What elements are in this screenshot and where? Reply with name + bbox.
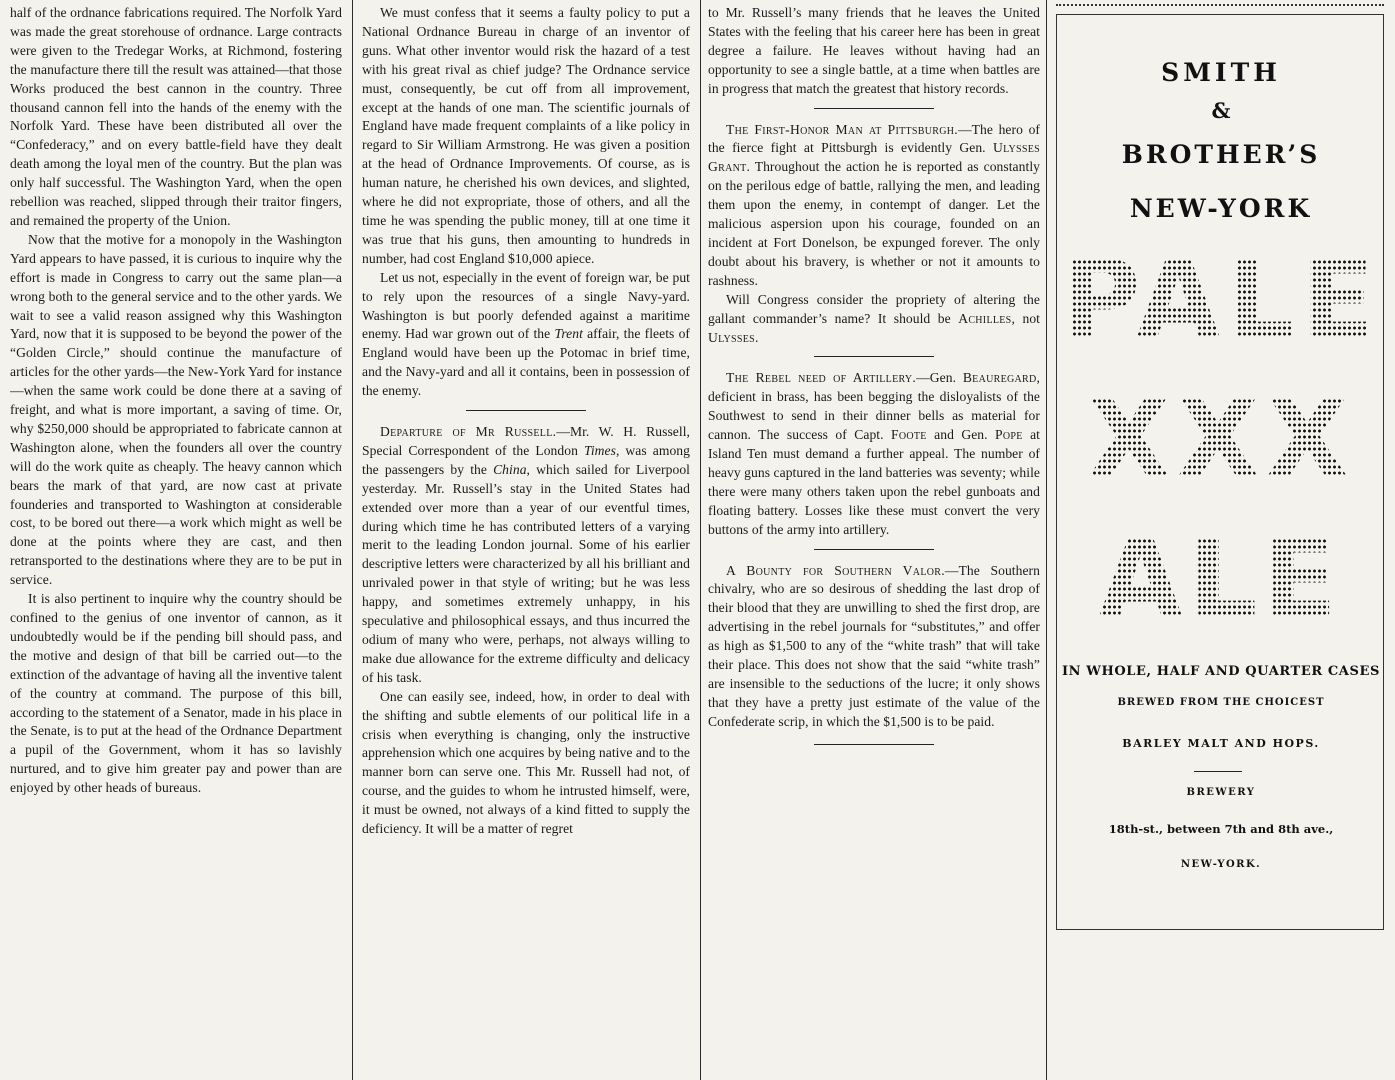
- ale-advertisement: [1052, 4, 1390, 929]
- article-paragraph: [708, 369, 1040, 539]
- ad-cases-line: IN WHOLE, HALF AND QUARTER CASES: [1062, 664, 1380, 679]
- text-run: . Throughout the action he is reported as constantly on the perilous edge of battle, rallying the men, and leading them upon the enemy, in contempt of danger. Let the malicious aspersion upon his courage, founded on an incident at Fort Donelson, be expunged forever. The only doubt about his bravery, is whether or not it amounts to rashness.: [708, 159, 1040, 288]
- text-run: Times: [583, 442, 616, 458]
- text-run: Beauregard: [962, 370, 1037, 386]
- article-paragraph: [708, 291, 1040, 348]
- article-heading: The First-Honor Man at Pittsburgh.: [726, 121, 958, 137]
- column-1: [10, 4, 342, 1078]
- section-separator: [466, 410, 586, 411]
- column-rule: [700, 0, 701, 1080]
- text-run: Let us not, especially in the event of foreign war, be put to rely upon the resources of a single Navy-yard. Washington is but poorly defended against a maritime enemy. Had war grown out of the: [362, 269, 690, 342]
- text-run: —The Southern chivalry, who are so desirous of shedding the last drop of their blood that they are unwilling to shed the first drop, are advertising in the rebel journals for “substitutes,” and offer as high as $1,500 to any of the “white trash” that will take their place. This does not show that the said “white trash” are insensible to the seductions of the lucre; it only shows that they have a pretty just estimate of the value of the Confederate scrip, in which the $1,500 is to be paid.: [708, 562, 1040, 729]
- text-run: affair, the fleets of England would have been up the Potomac in brief time, and the Navy-yard and all it contains, been in possession of the enemy.: [362, 326, 690, 399]
- section-separator: [814, 108, 934, 109]
- ad-divider: [1194, 771, 1242, 772]
- ad-pale-lettering: PALE: [1052, 247, 1390, 355]
- text-run: —The hero of the fierce fight at Pittsburgh is evidently Gen.: [708, 121, 1040, 156]
- text-run: , not: [1011, 310, 1040, 326]
- text-run: Ulysses Grant: [708, 140, 1040, 175]
- text-run: Ulysses: [708, 329, 756, 345]
- article-heading: The Rebel need of Artillery.: [726, 370, 917, 386]
- ad-brand-city: NEW-YORK: [1129, 194, 1313, 223]
- ad-ampersand: &: [1211, 98, 1231, 123]
- article-paragraph: One can easily see, indeed, how, in order to deal with the shifting and subtle elements of our political life in a crisis when everything is changing, only the instructive apprehension which one acquires by being native and to the manner born can serve one. This Mr. Russell had not, of course, and the guides to whom he intrusted himself, were, it must be owned, not always of a kind fitted to supply the deficiency. It will be a matter of regret: [362, 688, 690, 837]
- column-rule: [352, 0, 353, 1080]
- text-run: Foote: [891, 427, 927, 443]
- text-run: , was among the passengers by the: [362, 442, 690, 477]
- article-paragraph: half of the ordnance fabrications required. The Norfolk Yard was made the great storehouse of ordnance. Large contracts were given to the Tredegar Works, at Richmond, fostering the manufacture there till the result was attained—that those Works produced the best cannon in the country. Three thousand cannon fell into the hands of the enemy with the Norfolk Yard. These have been distributed all over the “Confederacy,” and on every battle-field have they dealt death among the loyal men of the country. But the plan was only half successful. The Washington Yard, when the open rebellion was reached, slipped through their traitor fingers, and remained the property of the Union.: [10, 5, 342, 228]
- ad-xxx-lettering: XXX: [1052, 386, 1390, 494]
- column-rule: [1046, 0, 1047, 1080]
- section-separator: [814, 549, 934, 550]
- text-run: Pope: [995, 427, 1023, 443]
- column-2: [362, 4, 690, 1078]
- article-heading: A Bounty for Southern Valor.: [726, 562, 945, 578]
- article-paragraph: to Mr. Russell’s many friends that he leaves the United States with the feeling that his career here has been in great degree a failure. He leaves without having had an opportunity to see a single battle, at a time when battles are in progress that match the greatest that history records.: [708, 5, 1040, 96]
- article-paragraph: We must confess that it seems a faulty policy to put a National Ordnance Bureau in charge of an inventor of guns. What other inventor would risk the hazard of a test with his great rival as chief judge? The Ordnance service must, consequently, be cut off from all improvement, except at the hands of one man. The scientific journals of England have made frequent complaints of a like policy in regard to Sir William Armstrong. He was given a position at the head of Ordnance Improvements. Of course, as is human nature, he cherished his own devices, and slighted, where he did not expropriate, those of others, and all the time he was spending the public money, till at one time it was true that his guns, then amounting to hundreds in number, had cost England $10,000 apiece.: [362, 5, 690, 266]
- text-run: at Island Ten must demand a further appeal. The number of heavy guns captured in the land batteries was seventy; while there were many others taken upon the rebel gunboats and floating battery. Losses like these must convert the very buttons of the army into artillery.: [708, 427, 1040, 537]
- text-run: China: [493, 461, 527, 477]
- article-paragraph: It is also pertinent to inquire why the country should be confined to the genius of one inventor of cannon, as it undoubtedly would be if the pending bill should pass, and the motive and design of that bill be carried out—to the extinction of the advantage of having all the inventive talent of the country at command. The purpose of this bill, according to the statement of a Senator, made in his place in the Senate, is to put at the head of the Ordnance Department a pupil of the Government, whom it has so lavishly nurtured, and to give him greater pay and power than are enjoyed by other heads of bureaus.: [10, 591, 342, 796]
- ad-ale-lettering: ALE: [1052, 526, 1390, 634]
- column-3: [708, 4, 1040, 1078]
- article-paragraph: [362, 269, 690, 401]
- ad-bottom-rule: [1056, 929, 1384, 930]
- ad-brand-brothers: BROTHER’S: [1121, 140, 1321, 169]
- text-run: Achilles: [958, 310, 1012, 326]
- ad-barley-line: BARLEY MALT AND HOPS.: [1122, 737, 1320, 750]
- ad-brewed-line: BREWED FROM THE CHOICEST: [1117, 697, 1325, 708]
- text-run: —Mr. W. H. Russell, Special Correspondent of the London: [362, 424, 690, 458]
- section-separator: [814, 356, 934, 357]
- article-heading: Departure of Mr Russell.: [380, 424, 557, 440]
- text-run: .: [755, 329, 759, 345]
- ad-brewery-label: BREWERY: [1186, 787, 1256, 798]
- section-separator: [814, 744, 934, 745]
- ad-city-line: NEW-YORK.: [1180, 859, 1262, 870]
- text-run: and Gen.: [926, 427, 996, 443]
- text-run: Trent: [554, 326, 583, 342]
- article-paragraph: Now that the motive for a monopoly in the Washington Yard appears to have passed, it is curious to inquire why the effort is made in Congress to carry out the same plan—a wrong both to the general service and to the other yards. We wait to see a valid reason assigned why this Washington Yard, now that it is supposed to be beyond the power of the “Golden Circle,” should continue the manufacture of articles for the other yards—the New-York Yard for instance—when the same work could be done there at a saving of freight, and what is more important, a saving of time. Or, why $250,000 should be appropriated to fabricate cannon at Washington alone, when the founders all over the country will do the work quite as cheaply. The heavy cannon which bears the mark of that yard, are now cast at private founderies and transported to Washington at considerable cost, to be bored out there—a work which might as well be done at the points where they are cast, and then retransported to the destinations where they are to be put in service.: [10, 231, 342, 588]
- text-run: , which sailed for Liverpool yesterday. Mr. Russell’s stay in the United States had extended over more than a year of our eventful times, during which time he has contributed letters of a varying merit to the leading London journal. Some of his earlier descriptive letters were characterized by all his brilliant and unrivaled power in that style of writing; but he was less happy, and sometimes extremely unhappy, in his speculative and philosophical essays, and thus incurred the odium of many who were, perhaps, not always willing to make due allowance for the extreme difficulty and delicacy of his task.: [362, 461, 690, 685]
- text-run: Will Congress consider the propriety of altering the gallant commander’s name? It should be: [708, 291, 1040, 326]
- ad-brand-smith: SMITH: [1161, 58, 1281, 87]
- ad-street-address: 18th-st., between 7th and 8th ave.,: [1108, 822, 1334, 836]
- article-paragraph: [708, 121, 1040, 291]
- text-run: , deficient in brass, has been begging the disloyalists of the Southwest to send in their dinner bells as material for cannon. The success of Capt.: [708, 370, 1040, 443]
- text-run: —Gen.: [916, 370, 963, 386]
- article-paragraph: [708, 562, 1040, 732]
- article-paragraph: [362, 423, 690, 688]
